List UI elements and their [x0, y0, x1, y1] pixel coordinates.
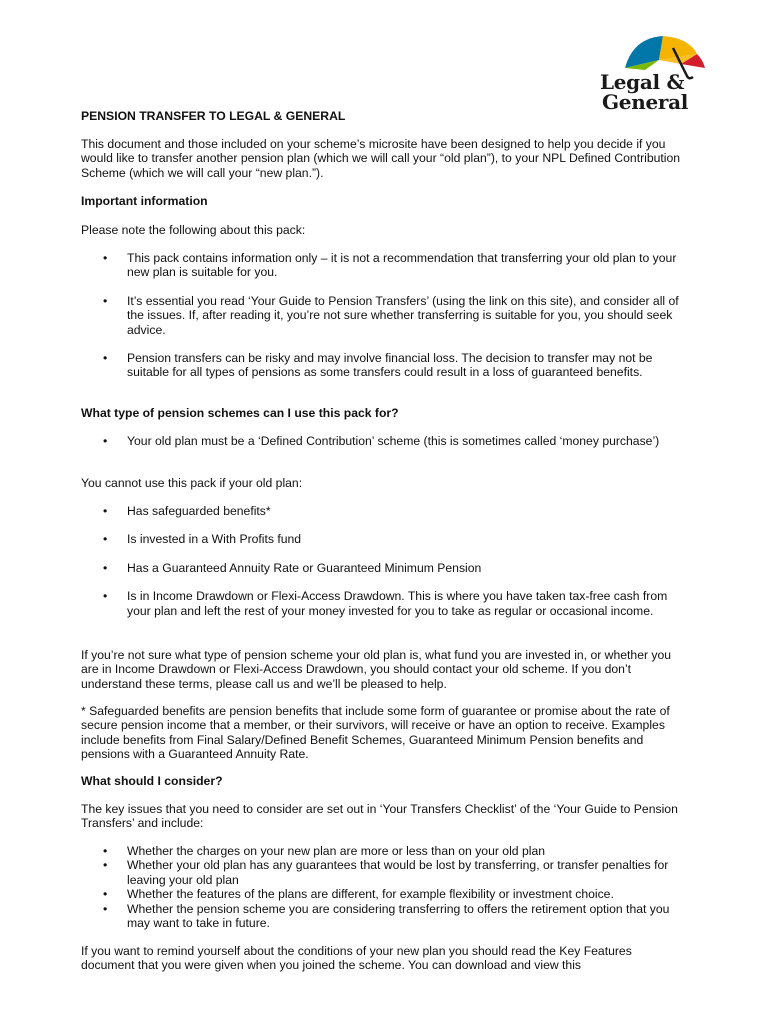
list-item: • Has safeguarded benefits*: [103, 504, 271, 518]
important-lead: Please note the following about this pack:: [81, 223, 306, 237]
consider-heading: What should I consider?: [81, 774, 223, 788]
safeguarded-footnote: * Safeguarded benefits are pension benefits that include some form of guarantee or promise about the rate of secure pension income that a member, or their survivors, will receive or have an option to receive. Examples include benefits from Final Salary/Defined Benefit Schemes, Guaranteed Minimum Pension benefits and pensions with a Guaranteed Annuity Rate.: [81, 704, 670, 762]
list-item: • Whether the features of the plans are different, for example flexibility or investment choice.: [103, 887, 614, 902]
bullet-icon: •: [103, 532, 108, 547]
list-item: • Has a Guaranteed Annuity Rate or Guaranteed Minimum Pension: [103, 560, 482, 575]
list-item: • This pack contains information only – it is not a recommendation that transferring your old plan to your new plan is suitable for you.: [103, 251, 677, 280]
logo-line-2: General: [602, 90, 689, 114]
cannot-list: [81, 504, 681, 618]
important-list: [81, 251, 681, 380]
intro-paragraph: This document and those included on your scheme’s microsite have been designed to help you decide if you would like to transfer another pension plan (which we will call your “old plan”), to your NPL Defined Contribution Scheme (which we will call your “new plan.”).: [81, 137, 681, 180]
bullet-icon: •: [103, 434, 108, 448]
bullet-icon: •: [103, 293, 108, 308]
bullet-icon: •: [103, 887, 108, 902]
list-item: • Is in Income Drawdown or Flexi-Access Drawdown. This is where you have taken tax-free cash from your plan and left the rest of your money invested for you to take as regular or occasional income.: [103, 589, 668, 618]
list-item: • Is invested in a With Profits fund: [103, 532, 302, 547]
legal-and-general-logo: [585, 30, 715, 122]
types-list: [81, 434, 681, 448]
list-item: • Your old plan must be a ‘Defined Contribution’ scheme (this is sometimes called ‘money purchase’): [103, 434, 660, 448]
bullet-icon: •: [103, 251, 108, 265]
bullet-icon: •: [103, 901, 108, 916]
list-item: • Whether the pension scheme you are considering transferring to offers the retirement option that you may want to take in future.: [103, 901, 670, 931]
bullet-icon: •: [103, 858, 108, 873]
document-title: PENSION TRANSFER TO LEGAL & GENERAL: [81, 109, 346, 123]
list-item: • Whether the charges on your new plan are more or less than on your old plan: [103, 844, 545, 858]
closing-paragraph: If you want to remind yourself about the conditions of your new plan you should read the Key Features document that you were given when you joined the scheme. You can download and view this: [81, 944, 632, 973]
list-item: • It’s essential you read ‘Your Guide to Pension Transfers’ (using the link on this site), and consider all of the issues. If, after reading it, you’re not sure whether transferring is suitable for you, you should seek advice.: [103, 293, 679, 337]
consider-list: [81, 844, 681, 930]
consider-lead: The key issues that you need to consider are set out in ‘Your Transfers Checklist’ of the ‘Your Guide to Pension Transfers’ and include:: [81, 802, 678, 831]
not-sure-paragraph: If you’re not sure what type of pension scheme your old plan is, what fund you are invested in, or whether you are in Income Drawdown or Flexi-Access Drawdown, you should contact your old scheme. If you don’t understand these terms, please call us and we’ll be pleased to help.: [81, 648, 672, 691]
important-heading: Important information: [81, 194, 208, 208]
cannot-lead: You cannot use this pack if your old plan:: [81, 476, 303, 490]
bullet-icon: •: [103, 351, 108, 366]
bullet-icon: •: [103, 504, 108, 518]
types-heading: What type of pension schemes can I use this pack for?: [81, 406, 399, 420]
bullet-icon: •: [103, 844, 108, 858]
bullet-icon: •: [103, 560, 108, 575]
logo-line-1: Legal &: [600, 70, 685, 94]
list-item: • Whether your old plan has any guarantees that would be lost by transferring, or transfer penalties for leaving your old plan: [103, 858, 669, 887]
bullet-icon: •: [103, 589, 108, 604]
list-item: • Pension transfers can be risky and may involve financial loss. The decision to transfer may not be suitable for all types of pensions as some transfers could result in a loss of guaranteed benefits.: [103, 351, 653, 380]
